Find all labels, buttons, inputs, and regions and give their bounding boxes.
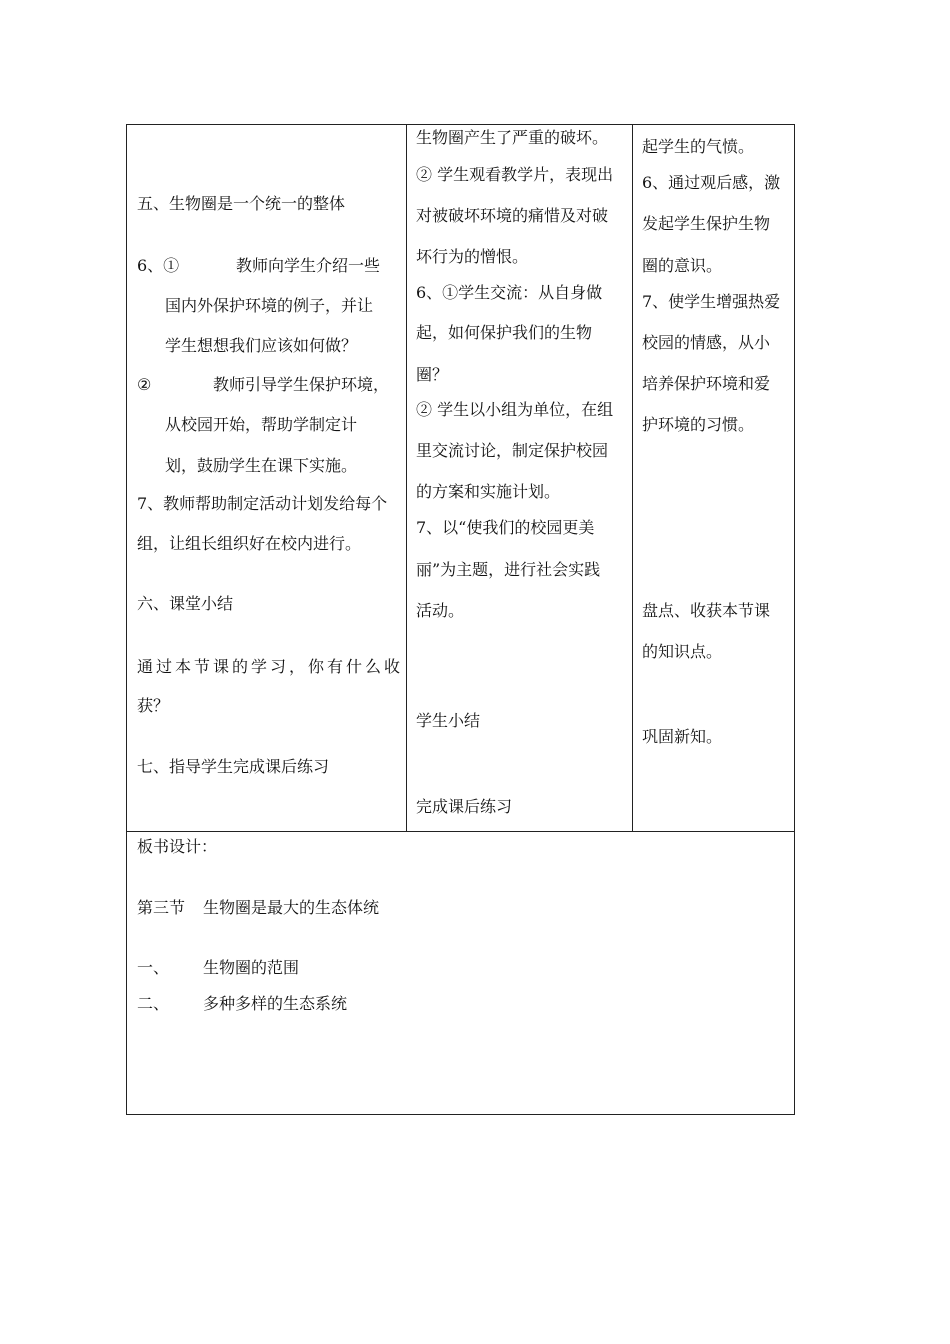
col1-line: 七、指导学生完成课后练习	[137, 757, 330, 776]
col2-line: ② 学生观看教学片，表现出	[416, 165, 614, 184]
board-item-number: 一、	[137, 958, 170, 977]
col2-line: 学生小结	[416, 711, 481, 730]
col3-line: 6、通过观后感，激	[642, 173, 781, 192]
col1-line: 教师向学生介绍一些	[236, 256, 381, 275]
col2-line: 起，如何保护我们的生物	[416, 323, 593, 342]
col2-line: 6、①学生交流：从自身做	[416, 283, 603, 302]
col3-line: 起学生的气愤。	[642, 137, 755, 156]
col1-line: 国内外保护环境的例子，并让	[165, 296, 374, 315]
col1-line: ②	[137, 375, 152, 394]
board-section-number: 第三节	[137, 898, 186, 917]
col1-line: 划，鼓励学生在课下实施。	[165, 456, 358, 475]
col3-line: 巩固新知。	[642, 727, 723, 746]
col3-line: 发起学生保护生物	[642, 214, 771, 233]
col1-line: 6、①	[137, 256, 180, 275]
board-title: 板书设计：	[137, 837, 218, 856]
board-item-text: 生物圈的范围	[203, 958, 300, 977]
col1-line: 通过本节课的学习，你有什么收	[137, 657, 404, 676]
col2-line: 对被破坏环境的痛惜及对破	[416, 206, 609, 225]
col1-line: 从校园开始，帮助学制定计	[165, 415, 358, 434]
col2-line: 坏行为的憎恨。	[416, 247, 529, 266]
col2-line: 生物圈产生了严重的破坏。	[416, 128, 609, 147]
col3-line: 7、使学生增强热爱	[642, 292, 781, 311]
col3-line: 校园的情感，从小	[642, 333, 771, 352]
col3-line: 护环境的习惯。	[642, 415, 755, 434]
col2-line: 丽”为主题，进行社会实践	[416, 560, 601, 579]
row-divider	[126, 831, 795, 832]
board-item-number: 二、	[137, 994, 170, 1013]
col2-line: 里交流讨论，制定保护校园	[416, 441, 609, 460]
col1-line: 组，让组长组织好在校内进行。	[137, 534, 362, 553]
col3-line: 培养保护环境和爱	[642, 374, 771, 393]
col2-line: 活动。	[416, 601, 465, 620]
col3-line: 的知识点。	[642, 642, 723, 661]
col1-line: 五、生物圈是一个统一的整体	[137, 194, 346, 213]
col1-line: 六、课堂小结	[137, 594, 234, 613]
col2-line: 7、以“使我们的校园更美	[416, 518, 595, 537]
col2-line: 的方案和实施计划。	[416, 482, 561, 501]
column-divider-2	[632, 124, 633, 832]
col3-line: 圈的意识。	[642, 256, 723, 275]
board-section-title: 生物圈是最大的生态体统	[203, 898, 380, 917]
col1-line: 教师引导学生保护环境，	[213, 375, 390, 394]
col2-line: 圈？	[416, 365, 449, 384]
board-item-text: 多种多样的生态系统	[203, 994, 348, 1013]
col1-line: 7、教师帮助制定活动计划发给每个	[137, 494, 388, 513]
col2-line: ② 学生以小组为单位，在组	[416, 400, 614, 419]
column-divider-1	[406, 124, 407, 832]
col1-line: 获？	[137, 696, 170, 715]
col2-line: 完成课后练习	[416, 797, 513, 816]
col3-line: 盘点、收获本节课	[642, 601, 771, 620]
col1-line: 学生想想我们应该如何做？	[165, 336, 358, 355]
